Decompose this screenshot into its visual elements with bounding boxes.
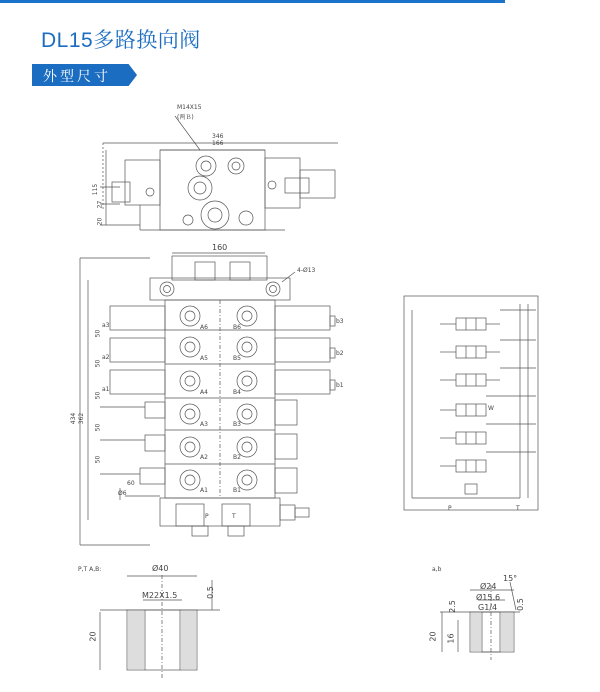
port-b3: b3 xyxy=(336,318,344,325)
detail-ab-20: 20 xyxy=(428,631,438,642)
port-a2: a2 xyxy=(102,354,110,361)
label-a4: A4 xyxy=(200,389,208,396)
port-b2: b2 xyxy=(336,350,344,357)
detail-ptab-20: 20 xyxy=(88,631,98,642)
detail-ab-16: 16 xyxy=(446,633,456,644)
detail-phi40: Ø40 xyxy=(152,564,169,573)
label-b3: B3 xyxy=(233,421,241,428)
label-a1: A1 xyxy=(200,487,208,494)
schematic-p: P xyxy=(448,505,452,512)
detail-ptab-caption: P,T A,B: xyxy=(78,566,102,573)
detail-phi156: Ø15.6 xyxy=(476,593,501,602)
label-b4: B4 xyxy=(233,389,241,396)
holes-label: 4-Ø13 xyxy=(297,267,316,274)
dim-346: 346 xyxy=(212,133,224,140)
dim-115: 115 xyxy=(92,183,100,196)
dim-phi6: Ø6 xyxy=(118,490,127,497)
section-tag-label: 外型尺寸 xyxy=(43,68,111,84)
dim-160: 160 xyxy=(212,243,228,252)
hydraulic-schematic xyxy=(404,296,538,510)
port-b1: b1 xyxy=(336,382,344,389)
dim-50-2: 50 xyxy=(94,359,102,368)
front-view xyxy=(80,253,335,545)
dim-50-3: 50 xyxy=(94,391,102,400)
port-a1: a1 xyxy=(102,386,110,393)
label-b6: B6 xyxy=(233,324,241,331)
detail-ab-25: 2.5 xyxy=(447,600,457,613)
label-a6: A6 xyxy=(200,324,208,331)
detail-g14: G1/4 xyxy=(478,603,498,612)
detail-ab-caption: a,b xyxy=(432,566,442,573)
detail-angle: 15° xyxy=(503,574,518,583)
label-a3: A3 xyxy=(200,421,208,428)
dim-60: 60 xyxy=(127,480,135,487)
dim-50-5: 50 xyxy=(94,455,102,464)
dim-20: 20 xyxy=(96,217,104,226)
page-title: DL15多路换向阀 xyxy=(41,29,201,52)
detail-phi24: Ø24 xyxy=(480,582,497,591)
dim-434: 434 xyxy=(70,412,78,425)
dim-50-1: 50 xyxy=(94,329,102,338)
label-b5: B5 xyxy=(233,355,241,362)
port-t: T xyxy=(232,513,236,520)
port-a3: a3 xyxy=(102,322,110,329)
port-p: P xyxy=(205,513,209,520)
thread-label: M14X15 xyxy=(177,104,202,111)
label-a2: A2 xyxy=(200,454,208,461)
detail-ptab-05: 0.5 xyxy=(205,586,215,599)
label-b1: B1 xyxy=(233,487,241,494)
schematic-w: W xyxy=(488,405,494,412)
dim-50-4: 50 xyxy=(94,423,102,432)
detail-m22: M22X1.5 xyxy=(142,591,178,600)
label-a5: A5 xyxy=(200,355,208,362)
label-b2: B2 xyxy=(233,454,241,461)
detail-ab-05: 0.5 xyxy=(515,598,525,611)
dim-27: 27 xyxy=(96,200,104,209)
dim-362: 362 xyxy=(78,412,86,425)
thread-note: (两Ｂ) xyxy=(177,114,194,121)
schematic-t: T xyxy=(516,505,520,512)
dim-166: 166 xyxy=(212,140,224,147)
